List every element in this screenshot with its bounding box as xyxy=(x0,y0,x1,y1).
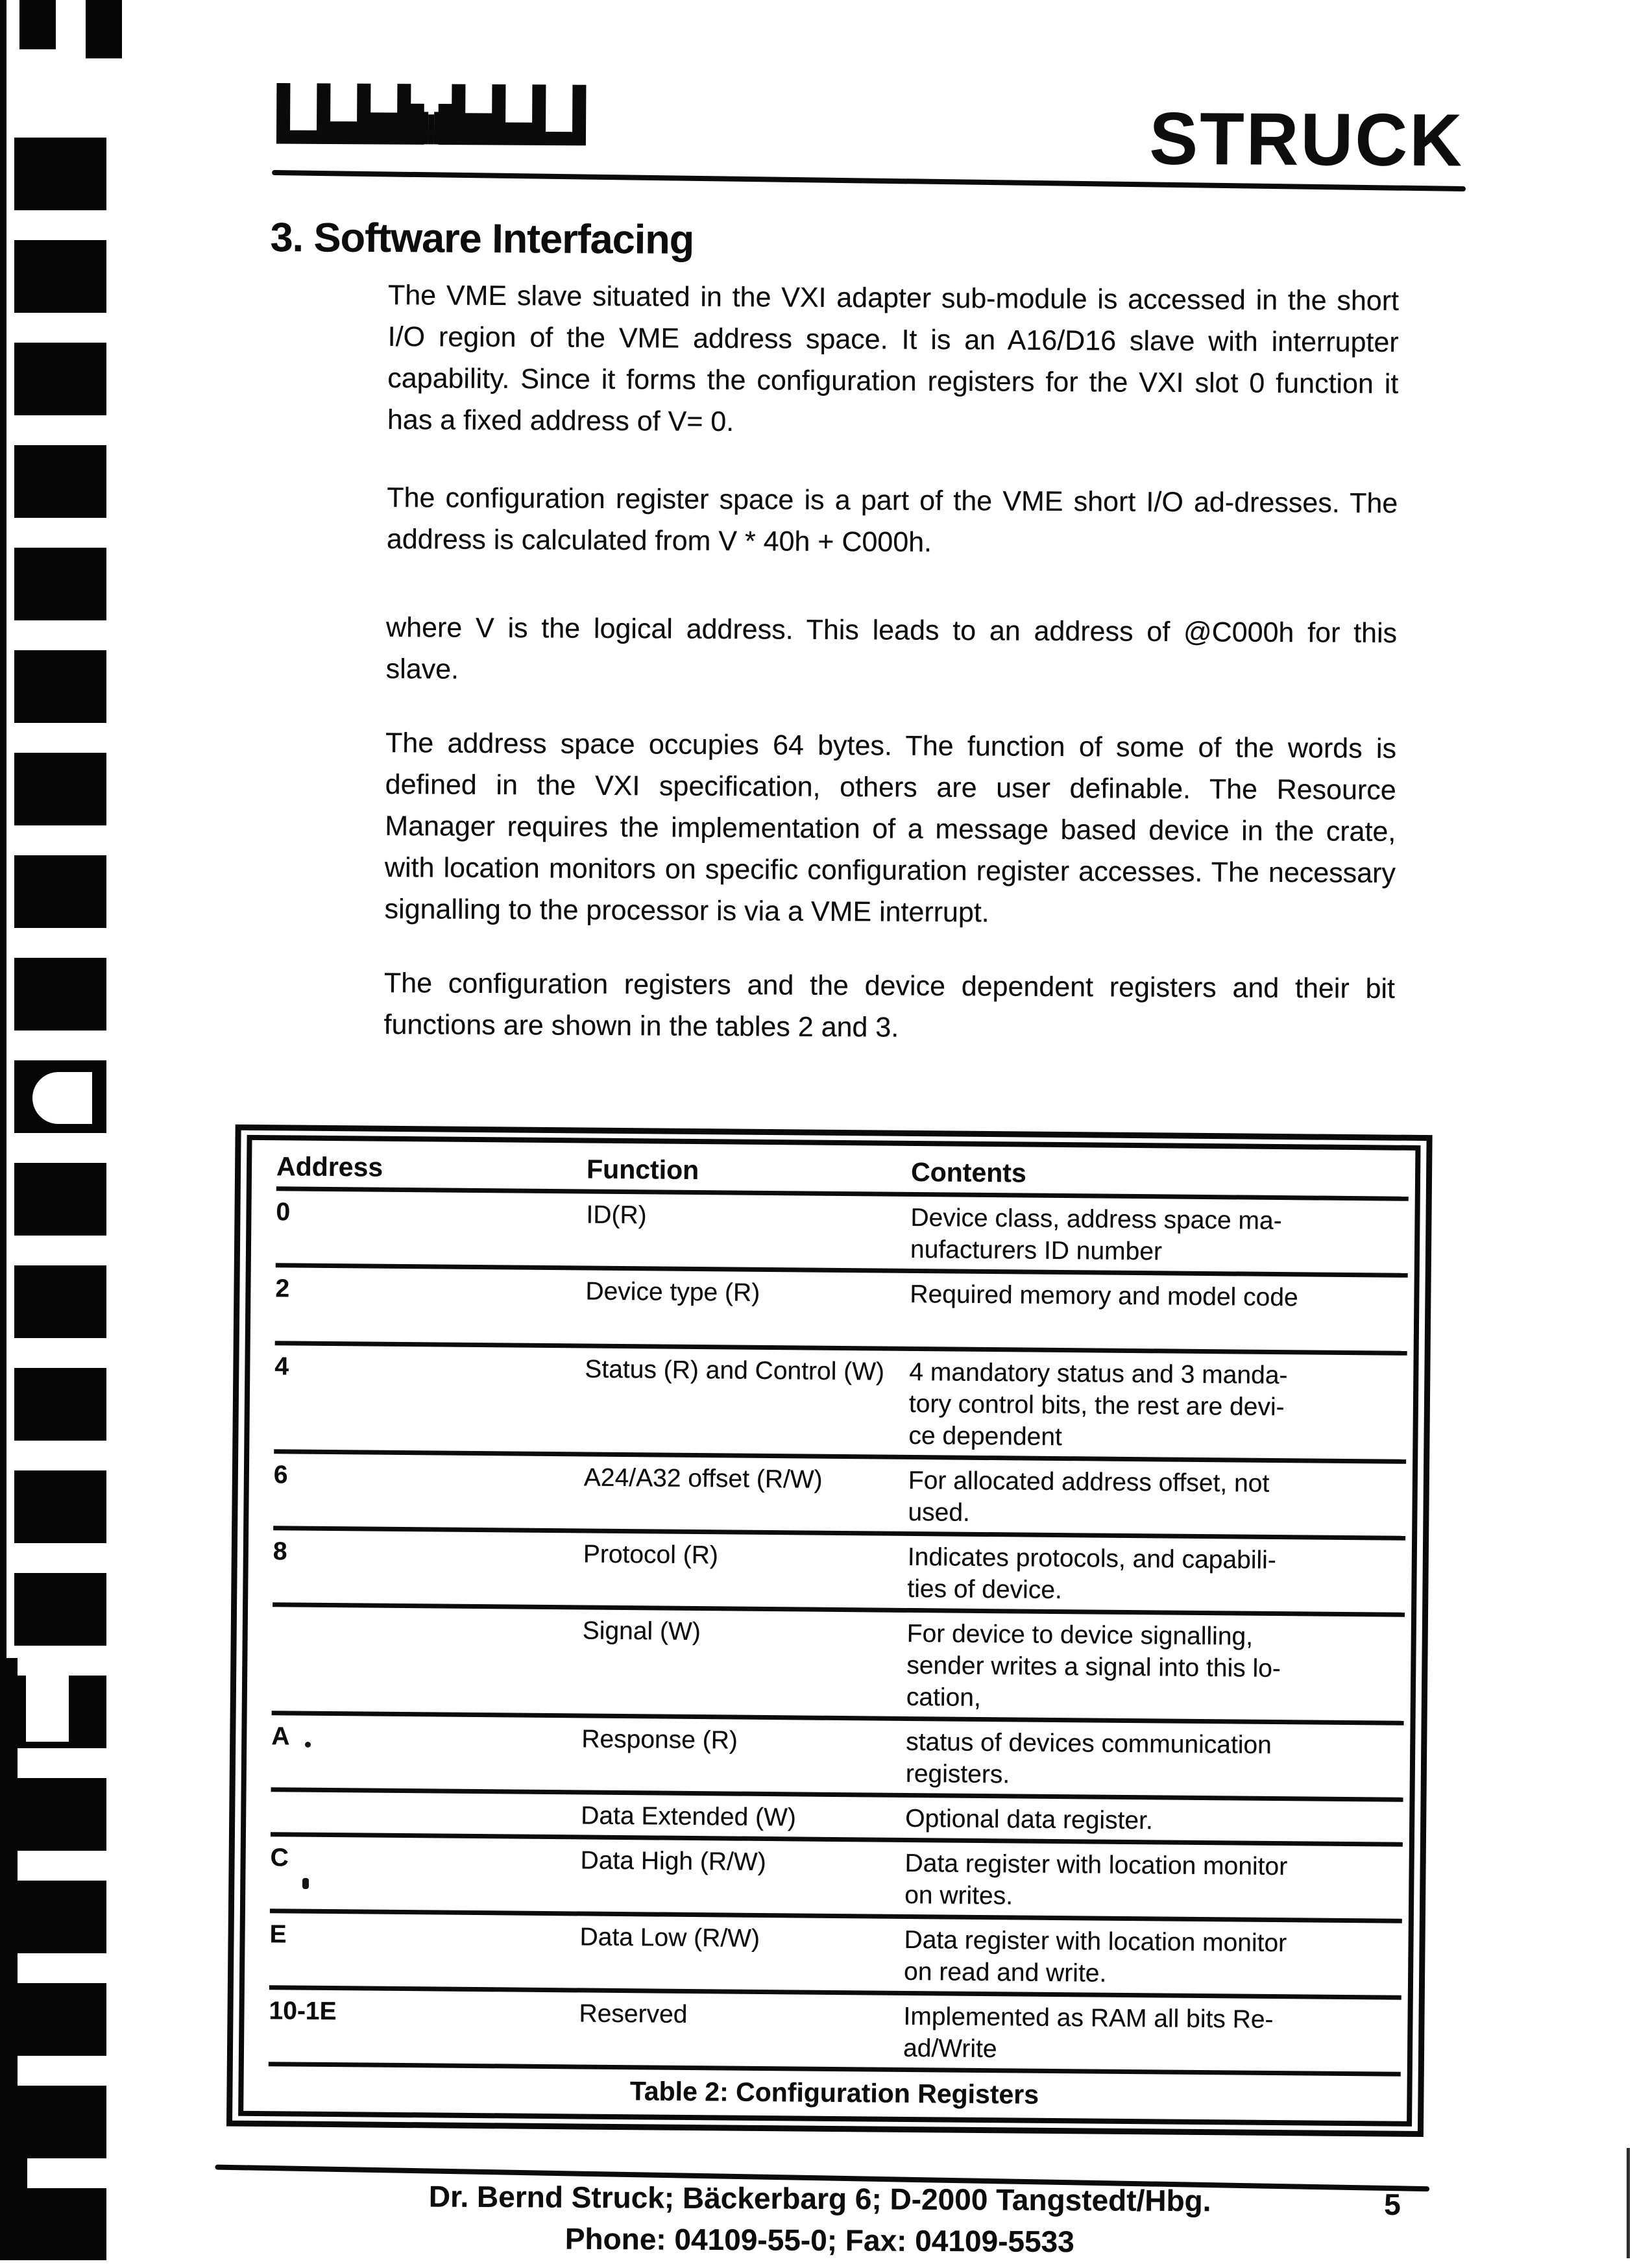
cell-address: 4 xyxy=(274,1352,289,1381)
page-number: 5 xyxy=(1384,2187,1401,2222)
paragraph-1: The VME slave situated in the VXI adapter sub-module is accessed in the short I/O region of the VME address space. It is an A16/D16 slave with interrupter capability. Since it forms the configuration registers for the VXI slot 0 function it has a fixed address of V= 0. xyxy=(387,280,1400,438)
paragraph-5: The configuration registers and the device dependent registers and their bit functions are shown in the tables 2 and 3. xyxy=(383,968,1396,1043)
cell-function: Data High (R/W) xyxy=(580,1846,766,1877)
table-row xyxy=(272,1607,1405,1725)
cell-contents: Data register with location monitor on read and write. xyxy=(903,1925,1287,1988)
cell-contents: 4 mandatory status and 3 manda- tory control bits, the rest are devi- ce dependent xyxy=(908,1358,1288,1452)
table-caption: Table 2: Configuration Registers xyxy=(629,2076,1039,2110)
column-header-address: Address xyxy=(276,1151,383,1182)
cell-function: Protocol (R) xyxy=(583,1540,719,1570)
table-row xyxy=(276,1191,1409,1278)
struck-logo-icon xyxy=(275,82,587,146)
table-row xyxy=(270,1836,1403,1923)
cell-function: Data Extended (W) xyxy=(581,1801,797,1832)
cell-contents: Required memory and model code xyxy=(910,1280,1298,1312)
cell-address: 0 xyxy=(276,1198,291,1226)
paragraph-3: where V is the logical address. This leads to an address of @C000h for this slave. xyxy=(385,612,1398,685)
cell-address: 8 xyxy=(273,1537,287,1566)
column-header-function: Function xyxy=(586,1154,699,1186)
cell-contents: Implemented as RAM all bits Re- ad/Write xyxy=(903,2002,1274,2064)
cell-function: Device type (R) xyxy=(585,1277,760,1307)
cell-function: Response (R) xyxy=(581,1725,738,1755)
table-inner-border xyxy=(238,1135,1420,2127)
table-row xyxy=(273,1454,1406,1541)
table-outer-border xyxy=(226,1125,1433,2137)
cell-contents: For device to device signalling, sender writes a signal into this lo- cation, xyxy=(906,1619,1281,1712)
table-row xyxy=(269,1990,1401,2077)
table-row xyxy=(271,1715,1404,1802)
cell-contents: Device class, address space ma- nufacturers ID number xyxy=(910,1203,1282,1266)
table-row xyxy=(275,1267,1408,1356)
paragraph-2: The configuration register space is a part of the VME short I/O ad-dresses. The address is calculated from V * 40h + C000h. xyxy=(386,482,1398,558)
brand-wordmark: STRUCK xyxy=(1149,97,1464,182)
section-heading: 3. Software Interfacing xyxy=(270,214,694,263)
cell-function: Reserved xyxy=(579,1999,688,2029)
cell-address: 2 xyxy=(275,1274,290,1303)
table-row xyxy=(274,1345,1407,1464)
cell-address: A xyxy=(271,1722,290,1751)
cell-contents: Data register with location monitor on writes. xyxy=(904,1849,1288,1910)
cell-address: 6 xyxy=(273,1461,288,1489)
body-text xyxy=(383,274,1399,1088)
cell-address: 10-1E xyxy=(269,1997,337,2026)
cell-function: ID(R) xyxy=(586,1201,647,1230)
cell-contents: Indicates protocols, and capabili- ties of device. xyxy=(907,1542,1276,1605)
paragraph-4: The address space occupies 64 bytes. The function of some of the words is defined in the VXI specification, others are user definable. The Resource Manager requires the implementation of a message based device in the crate, with location monitors on specific configuration register accesses. The necessary signalling to the processor is via a VME interrupt. xyxy=(384,727,1397,929)
cell-address: C xyxy=(270,1844,289,1872)
footer-phone-line: Phone: 04109-55-0; Fax: 04109-5533 xyxy=(564,2221,1074,2259)
cell-address xyxy=(273,1612,583,1615)
table-row xyxy=(273,1530,1405,1617)
cell-function: Status (R) and Control (W) xyxy=(585,1355,885,1386)
cell-function: A24/A32 offset (R/W) xyxy=(583,1463,823,1494)
cell-address xyxy=(271,1797,581,1799)
configuration-registers-table xyxy=(226,1125,1433,2137)
cell-address: E xyxy=(269,1920,287,1949)
column-header-contents: Contents xyxy=(910,1156,1026,1188)
cell-contents: For allocated address offset, not used. xyxy=(908,1466,1270,1527)
cell-contents: Optional data register. xyxy=(905,1804,1153,1835)
cell-function: Data Low (R/W) xyxy=(579,1923,760,1953)
cell-contents: status of devices communication registers. xyxy=(905,1727,1272,1789)
table-row xyxy=(269,1913,1402,2000)
cell-function: Signal (W) xyxy=(582,1616,701,1646)
footer-address-line: Dr. Bernd Struck; Bäckerbarg 6; D-2000 Tangstedt/Hbg. xyxy=(428,2179,1211,2218)
